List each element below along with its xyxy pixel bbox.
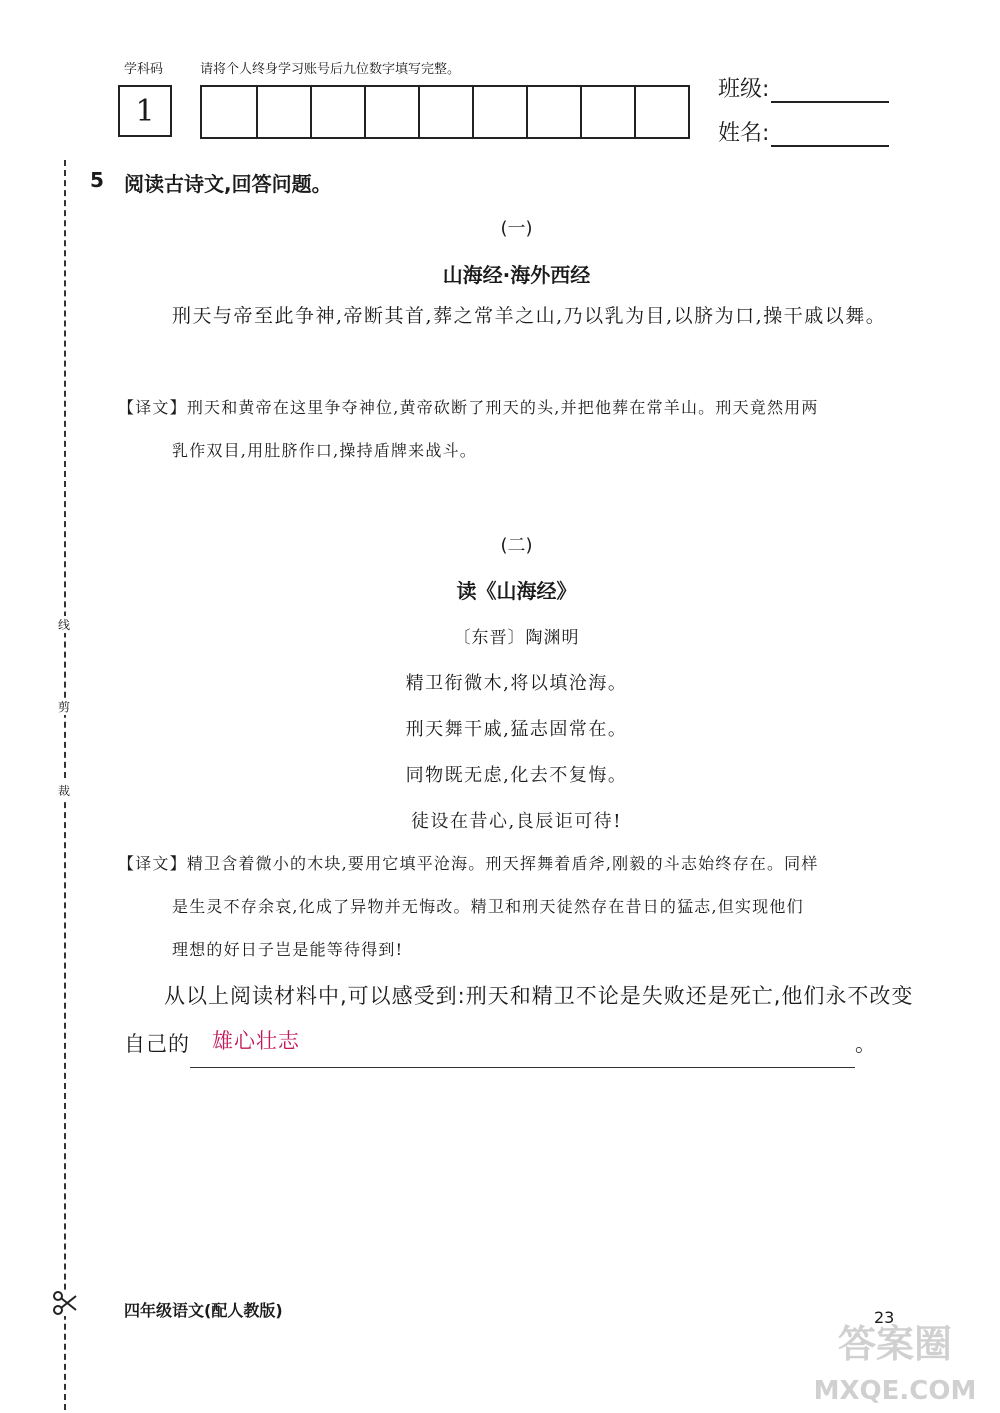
account-digit-box[interactable] xyxy=(310,87,364,137)
translation-tag: 【译文】 xyxy=(118,854,187,873)
watermark-top-text: 答案圈 xyxy=(837,1322,953,1366)
account-digit-box[interactable] xyxy=(580,87,634,137)
section-2-translation xyxy=(118,842,918,971)
poem-line: 刑天舞干戚,猛志固常在。 xyxy=(405,719,628,740)
section-2-label: (二) xyxy=(500,535,533,556)
translation-line: 乳作双目,用肚脐作口,操持盾牌来战斗。 xyxy=(172,441,477,460)
account-instruction: 请将个人终身学习账号后九位数字填写完整。 xyxy=(200,62,461,77)
cut-line-char: 线 xyxy=(52,616,76,633)
watermark-bottom-text: MXQE.COM xyxy=(813,1376,977,1406)
name-blank[interactable] xyxy=(771,123,889,147)
translation-line: 理想的好日子岂是能等待得到! xyxy=(172,940,404,959)
watermark-logo xyxy=(800,1315,990,1410)
poem-author: 〔东晋〕陶渊明 xyxy=(453,628,580,648)
poem-line: 徒设在昔心,良辰讵可待! xyxy=(411,811,622,832)
scissors-icon xyxy=(50,1290,78,1316)
section-2-heading: 读《山海经》 xyxy=(456,579,577,603)
answer-text: 雄心壮志 xyxy=(212,1029,300,1053)
cut-cut-char: 剪 xyxy=(52,698,76,715)
name-label: 姓名: xyxy=(718,121,770,146)
name-field[interactable] xyxy=(718,116,889,147)
section-1-heading: 山海经·海外西经 xyxy=(442,263,591,287)
question-number: 5 xyxy=(90,168,104,192)
section-1-translation xyxy=(118,386,918,472)
account-digit-box[interactable] xyxy=(634,87,688,137)
account-digit-box[interactable] xyxy=(526,87,580,137)
question-title: 阅读古诗文,回答问题。 xyxy=(124,172,332,196)
account-digit-box[interactable] xyxy=(472,87,526,137)
poem-line: 精卫衔微木,将以填沧海。 xyxy=(405,673,628,694)
class-blank[interactable] xyxy=(771,79,889,103)
translation-line: 精卫含着微小的木块,要用它填平沧海。刑天挥舞着盾斧,刚毅的斗志始终存在。同样 xyxy=(186,854,819,873)
translation-tag: 【译文】 xyxy=(118,398,187,417)
subject-code-value: 1 xyxy=(135,93,155,129)
account-digit-boxes xyxy=(200,85,690,139)
section-1-text: 刑天与帝至此争神,帝断其首,葬之常羊之山,乃以乳为目,以脐为口,操干戚以舞。 xyxy=(172,305,887,327)
section-1-label: (一) xyxy=(500,218,533,239)
poem-line: 同物既无虑,化去不复悔。 xyxy=(405,765,628,786)
translation-line: 是生灵不存余哀,化成了异物并无悔改。精卫和刑天徒然存在昔日的猛志,但实现他们 xyxy=(172,897,804,916)
account-digit-box[interactable] xyxy=(418,87,472,137)
subject-code-box xyxy=(118,85,172,137)
conclusion-prefix: 从以上阅读材料中,可以感受到:刑天和精卫不论是失败还是死亡,他们永不改变自己的 xyxy=(124,984,914,1056)
subject-code-label: 学科码 xyxy=(124,62,164,77)
book-title: 四年级语文(配人教版) xyxy=(124,1301,283,1320)
account-digit-box[interactable] xyxy=(364,87,418,137)
cut-trim-char: 裁 xyxy=(52,782,76,799)
class-label: 班级: xyxy=(718,77,770,102)
conclusion-suffix: 。 xyxy=(855,1032,877,1056)
conclusion-sentence xyxy=(124,972,914,1068)
class-field[interactable] xyxy=(718,72,889,103)
account-digit-box[interactable] xyxy=(202,87,256,137)
page-number: 23 xyxy=(874,1308,895,1327)
translation-line: 刑天和黄帝在这里争夺神位,黄帝砍断了刑天的头,并把他葬在常羊山。刑天竟然用两 xyxy=(186,398,819,417)
answer-blank[interactable] xyxy=(190,1025,855,1068)
account-digit-box[interactable] xyxy=(256,87,310,137)
